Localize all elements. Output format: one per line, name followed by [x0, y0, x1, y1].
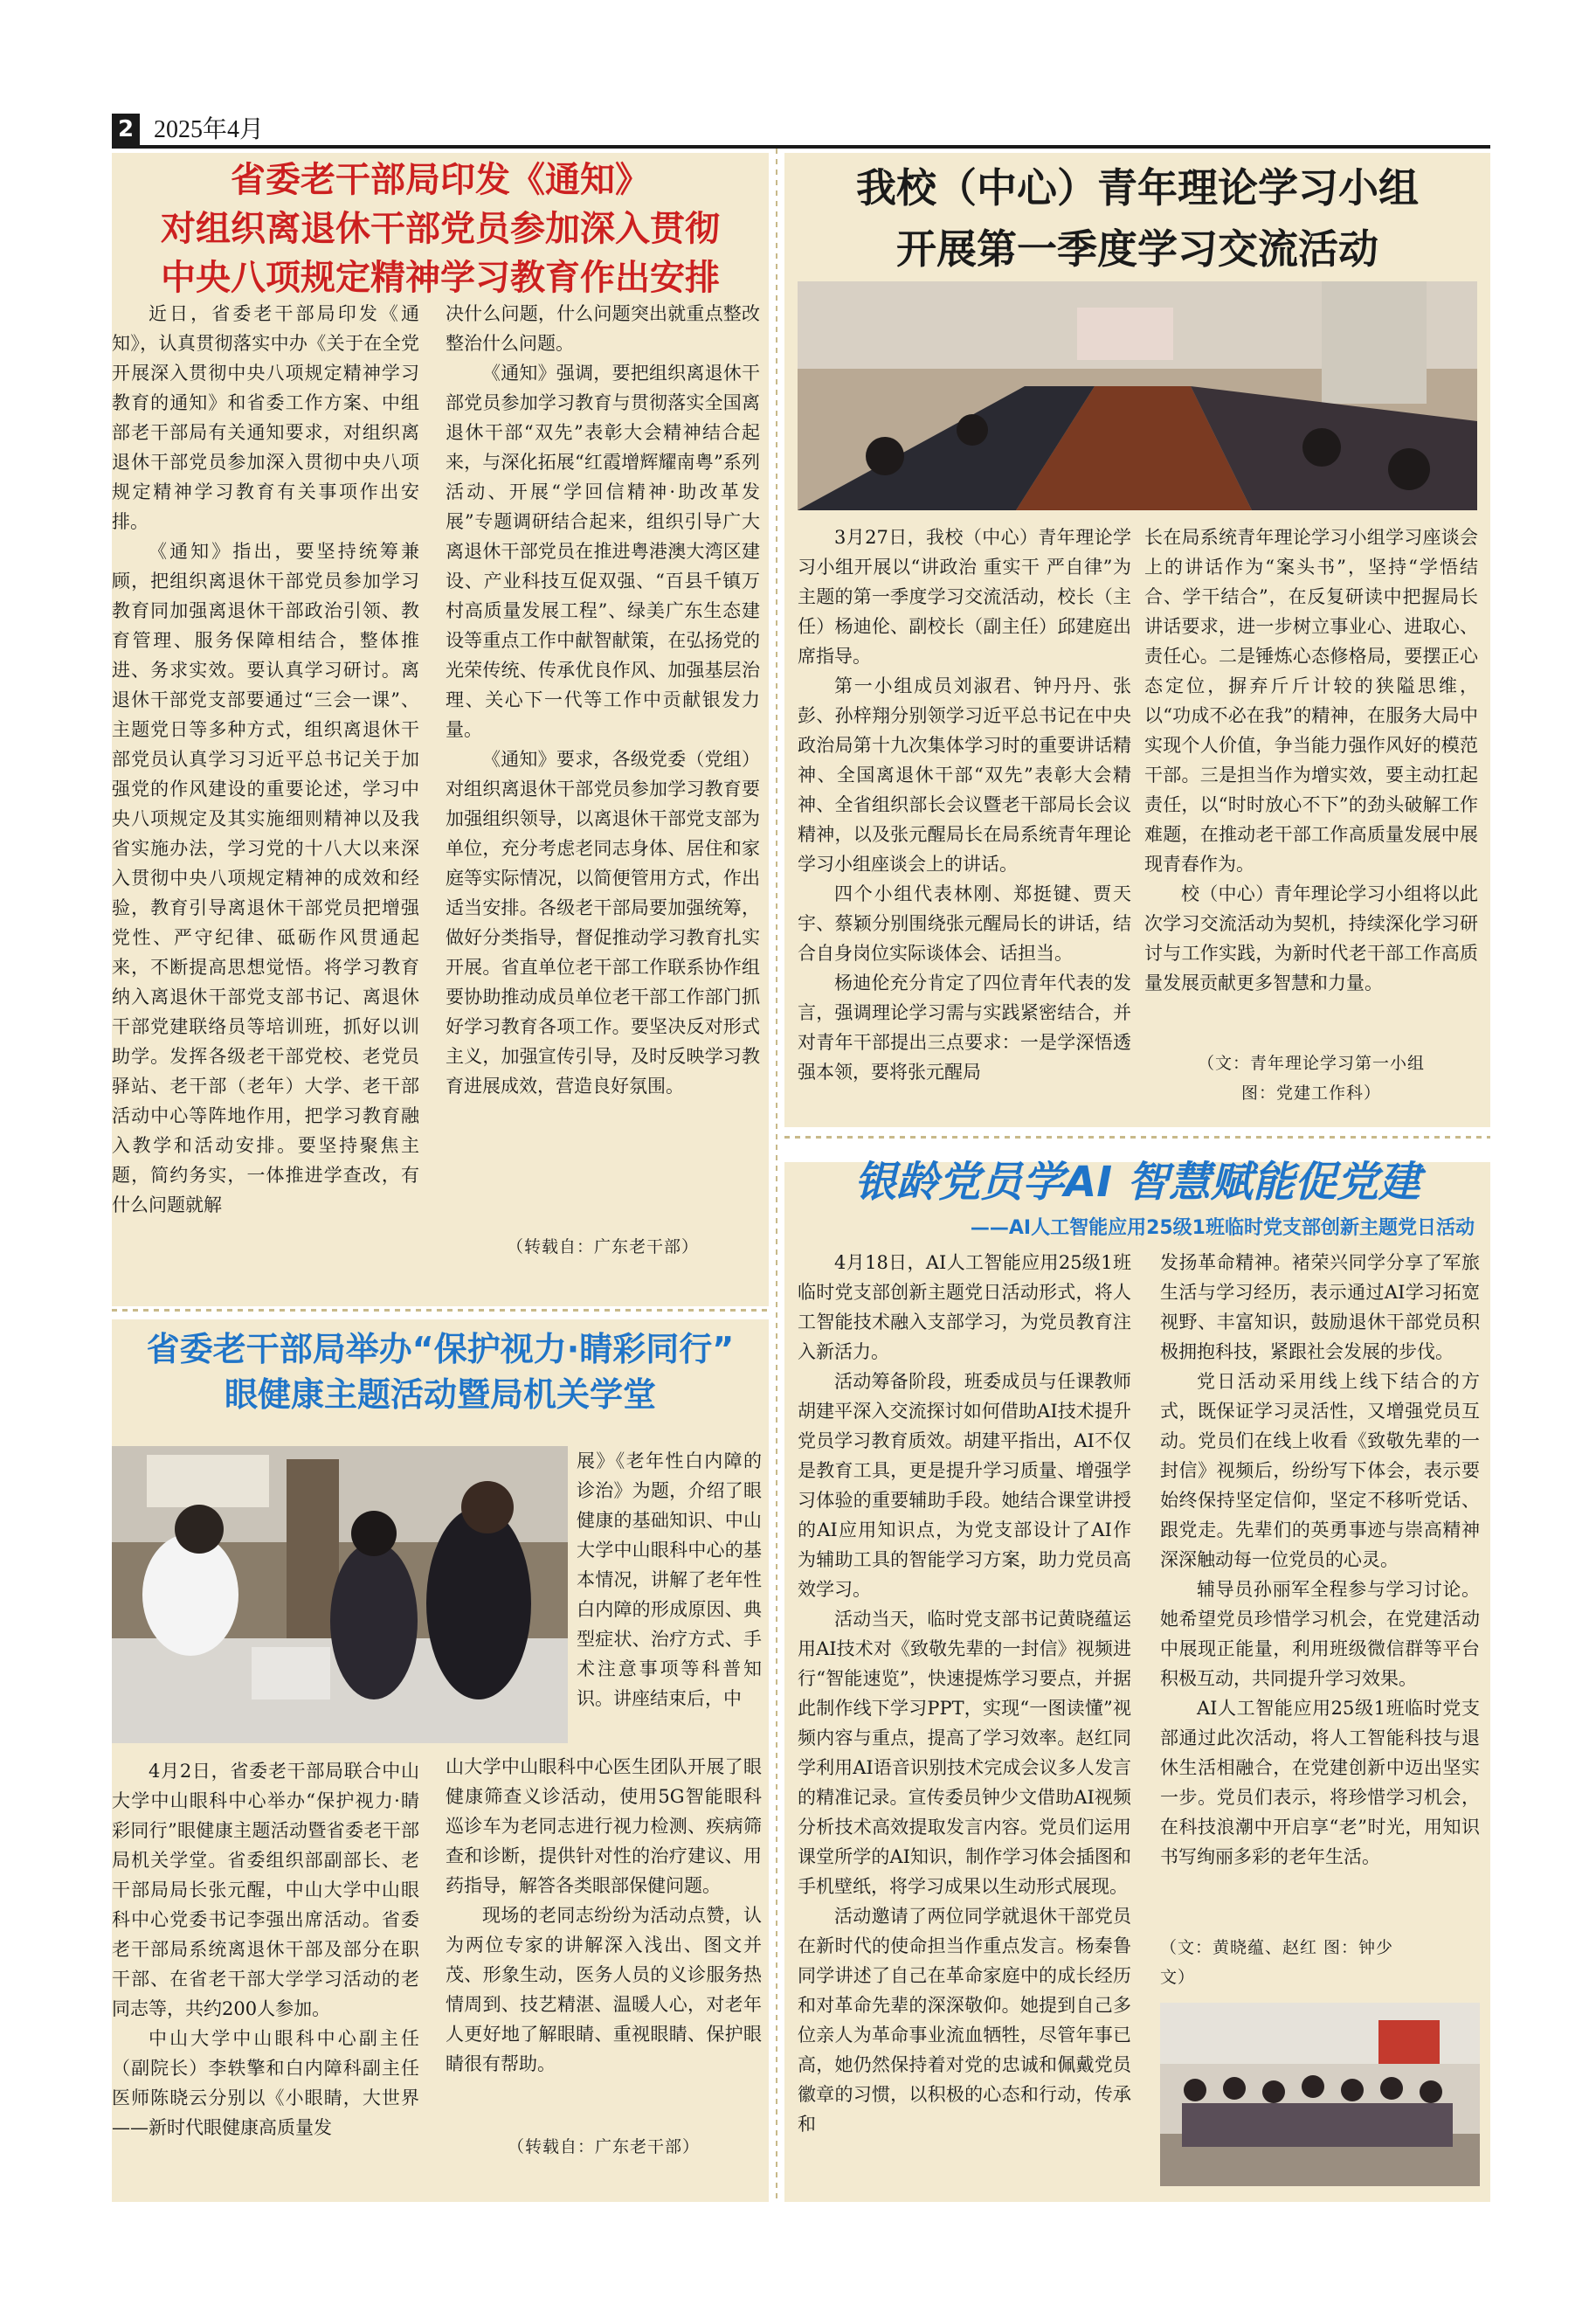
- article1-paragraph: 决什么问题，什么问题突出就重点整改整治什么问题。: [446, 303, 760, 354]
- column-separator: [776, 149, 777, 2202]
- article1-paragraph: 《通知》强调，要把组织离退休干部党员参加学习教育与贯彻落实全国离退休干部“双先”表彰大会精神结合起来，与深化拓展“红霞增辉耀南粤”系列活动、开展“学回信精神·助改革发展”专题调研结合起来，组织引导广大离退休干部党员在推进粤港澳大湾区建设、产业科技互促双强、“百县千镇万村高质量发展工程”、绿美广东生态建设等重点工作中献智献策，在弘扬党的光荣传统、传承优良作风、加强基层治理、关心下一代等工作中贡献银发力量。: [446, 363, 760, 740]
- article3-title-line1: 省委老干部局举办“保护视力·睛彩同行”: [146, 1330, 735, 1368]
- article2-col1: [798, 523, 1131, 1117]
- article4-paragraph: 党日活动采用线上线下结合的方式，既保证学习灵活性，又增强党员互动。党员们在线上收看《致敬先辈的一封信》视频后，纷纷写下体会，表示要始终保持坚定信仰，坚定不移听党话、跟党走。先辈们的英勇事迹与崇高精神深深触动每一位党员的心灵。: [1160, 1371, 1480, 1570]
- article4-paragraph: 活动邀请了两位同学就退休干部党员在新时代的使命担当作重点发言。杨秦鲁同学讲述了自己在革命家庭中的成长经历和对革命先辈的深深敬仰。她提到自己多位亲人为革命事业流血牺牲，尽管年事已高，她仍然保持着对党的忠诚和佩戴党员徽章的习惯，以积极的心态和行动，传承和: [798, 1906, 1131, 2135]
- article4-paragraph: 发扬革命精神。褚荣兴同学分享了军旅生活与学习经历，表示通过AI学习拓宽视野、丰富知识，鼓励退休干部党员积极拥抱科技，紧跟社会发展的步伐。: [1160, 1252, 1480, 1362]
- eye-health-photo: [112, 1446, 568, 1743]
- header-rule: [112, 145, 1490, 149]
- article4-col1: [798, 1248, 1131, 2191]
- article2-col2: [1144, 523, 1478, 1047]
- article2-title: [784, 157, 1490, 280]
- article2-paragraph: 校（中心）青年理论学习小组将以此次学习交流活动为契机，持续深化学习研讨与工作实践，为新时代老干部工作高质量发展贡献更多智慧和力量。: [1144, 883, 1478, 993]
- article2-paragraph: 第一小组成员刘淑君、钟丹丹、张彭、孙梓翔分别领学习近平总书记在中央政治局第十九次集体学习时的重要讲话精神、全国离退休干部“双先”表彰大会精神、全省组织部长会议暨老干部局长会议精神，以及张元醒局长在局系统青年理论学习小组座谈会上的讲话。: [798, 675, 1131, 875]
- article2-source-line2: 图：党建工作科）: [1240, 1083, 1381, 1103]
- article2-title-line2: 开展第一季度学习交流活动: [896, 225, 1378, 273]
- article4-paragraph: 辅导员孙丽军全程参与学习讨论。她希望党员珍惜学习机会，在党建活动中展现正能量，利用班级微信群等平台积极互动，共同提升学习效果。: [1160, 1579, 1480, 1689]
- article4-paragraph: 4月18日，AI人工智能应用25级1班临时党支部创新主题党日活动形式，将人工智能技术融入支部学习，为党员教育注入新活力。: [798, 1252, 1131, 1362]
- article4-col2: [1160, 1248, 1480, 1929]
- article1-title-line2: 对组织离退休干部党员参加深入贯彻: [161, 209, 720, 249]
- article3-title-line2: 眼健康主题活动暨局机关学堂: [224, 1375, 656, 1414]
- article1-title: [114, 156, 767, 302]
- article2-source-line1: （文：青年理论学习第一小组: [1197, 1054, 1425, 1073]
- article1-paragraph: 近日，省委老干部局印发《通知》，认真贯彻落实中办《关于在全党开展深入贯彻中央八项规定精神学习教育的通知》和省委工作方案、中组部老干部局有关通知要求，对组织离退休干部党员参加深入贯彻中央八项规定精神学习教育有关事项作出安排。: [112, 303, 419, 532]
- article4-subtitle: ——AI人工智能应用25级1班临时党支部创新主题党日活动: [970, 1217, 1475, 1239]
- article2-paragraph: 长在局系统青年理论学习小组学习座谈会上的讲话作为“案头书”，坚持“学悟结合、学干结合”，在反复研读中把握局长讲话要求，进一步树立事业心、进取心、责任心。二是锤炼心态修格局，要摆正心态定位，摒弃斤斤计较的狭隘思维，以“功成不必在我”的精神，在服务大局中实现个人价值，争当能力强作风好的模范干部。三是担当作为增实效，要主动扛起责任，以“时时放心不下”的劲头破解工作难题，在推动老干部工作高质量发展中展现青春作为。: [1144, 527, 1478, 875]
- article3-paragraph: 中山大学中山眼科中心副主任（副院长）李轶擎和白内障科副主任医师陈晓云分别以《小眼睛，大世界——新时代眼健康高质量发: [112, 2028, 419, 2138]
- article3-paragraph: 展》《老年性白内障的诊治》为题，介绍了眼健康的基础知识、中山大学中山眼科中心的基本情况，讲解了老年性白内障的形成原因、典型症状、治疗方式、手术注意事项等科普知识。讲座结束后，中: [577, 1450, 762, 1709]
- article1-col1: [112, 299, 419, 1293]
- article1-paragraph: 《通知》要求，各级党委（党组）对组织离退休干部党员参加学习教育要加强组织领导，以离退休干部党支部为单位，充分考虑老同志身体、居住和家庭等实际情况，以简便管用方式，作出适当安排。各级老干部局要加强统筹，做好分类指导，督促推动学习教育扎实开展。省直单位老干部工作联系协作组要协助推动成员单位老干部工作部门抓好学习教育各项工作。要坚决反对形式主义，加强宣传引导，及时反映学习教育进展成效，营造良好氛围。: [446, 749, 760, 1097]
- article4-paragraph: AI人工智能应用25级1班临时党支部通过此次活动，将人工智能科技与退休生活相融合，在党建创新中迈出坚实一步。党员们表示，将珍惜学习机会，在科技浪潮中开启享“老”时光，用知识书写绚丽多彩的老年生活。: [1160, 1698, 1480, 1867]
- article2-paragraph: 3月27日，我校（中心）青年理论学习小组开展以“讲政治 重实干 严自律”为主题的第一季度学习交流活动，校长（主任）杨迪伦、副校长（副主任）邱建庭出席指导。: [798, 527, 1131, 667]
- article3-paragraph: 现场的老同志纷纷为活动点赞，认为两位专家的讲解深入浅出、图文并茂、形象生动，医务人员的义诊服务热情周到、技艺精湛、温暖人心，对老年人更好地了解眼睛、重视眼睛、保护眼睛很有帮助。: [446, 1905, 762, 2074]
- article1-paragraph: 《通知》指出，要坚持统筹兼顾，把组织离退休干部党员参加学习教育同加强离退休干部政治引领、教育管理、服务保障相结合，整体推进、务求实效。要认真学习研讨。离退休干部党支部要通过“三会一课”、主题党日等多种方式，组织离退休干部党员认真学习习近平总书记关于加强党的作风建设的重要论述，学习中央八项规定及其实施细则精神以及我省实施办法，学习党的十八大以来深入贯彻中央八项规定精神的成效和经验，教育引导离退休干部党员把增强党性、严守纪律、砥砺作风贯通起来，不断提高思想觉悟。将学习教育纳入离退休干部党支部书记、离退休干部党建联络员等培训班，抓好以训助学。发挥各级老干部党校、老党员驿站、老干部（老年）大学、老干部活动中心等阵地作用，把学习教育融入教学和活动安排。要坚持聚焦主题，简约务实，一体推进学查改，有什么问题就解: [112, 541, 419, 1215]
- issue-date: 2025年4月: [154, 116, 265, 143]
- article3-paragraph: 4月2日，省委老干部局联合中山大学中山眼科中心举办“保护视力·睛彩同行”眼健康主题活动暨省委老干部局机关学堂。省委组织部副部长、老干部局局长张元醒，中山大学中山眼科中心党委书记李强出席活动。省委老干部局系统离退休干部及部分在职干部、在省老干部大学学习活动的老同志等，共约200人参加。: [112, 1761, 419, 2019]
- article1-title-line3: 中央八项规定精神学习教育作出安排: [161, 258, 720, 298]
- article3-col2: [446, 1752, 762, 2128]
- article1-col2: [446, 299, 760, 1216]
- article3-col1: [112, 1756, 419, 2176]
- meeting-photo: [798, 281, 1477, 510]
- article2-paragraph: 四个小组代表林刚、郑挺键、贾天宇、蔡颖分别围绕张元醒局长的讲话，结合自身岗位实际谈体会、话担当。: [798, 883, 1131, 964]
- article2-source: [1144, 1049, 1478, 1108]
- article3-source: （转载自：广东老干部）: [507, 2137, 700, 2156]
- group-photo: [1160, 2003, 1480, 2186]
- article3-title: [112, 1326, 769, 1417]
- article1-source: （转载自：广东老干部）: [506, 1237, 699, 1256]
- article4-source: [1160, 1933, 1480, 1992]
- article4-paragraph: 活动当天，临时党支部书记黄晓蕴运用AI技术对《致敬先辈的一封信》视频进行“智能速览”，快速提炼学习要点，并据此制作线下学习PPT，实现“一图读懂”视频内容与重点，提高了学习效率。赵红同学利用AI语音识别技术完成会议多人发言的精准记录。宣传委员钟少文借助AI视频分析技术高效提取发言内容。党员们运用课堂所学的AI知识，制作学习体会插图和手机壁纸，将学习成果以生动形式展现。: [798, 1609, 1131, 1897]
- section-separator: [112, 1309, 769, 1312]
- section-separator: [784, 1136, 1490, 1139]
- article4-title: 银龄党员学AI 智慧赋能促党建: [854, 1158, 1420, 1207]
- article3-beside-photo: [577, 1446, 762, 1748]
- article2-title-line1: 我校（中心）青年理论学习小组: [856, 164, 1419, 211]
- article4-source-line1: （文：黄晓蕴、赵红 图：钟少: [1160, 1938, 1394, 1957]
- article2-paragraph: 杨迪伦充分肯定了四位青年代表的发言，强调理论学习需与实践紧密结合，并对青年干部提出三点要求：一是学深悟透强本领，要将张元醒局: [798, 973, 1131, 1083]
- article4-source-line2: 文）: [1160, 1968, 1196, 1987]
- article3-paragraph: 山大学中山眼科中心医生团队开展了眼健康筛查义诊活动，使用5G智能眼科巡诊车为老同志进行视力检测、疾病筛查和诊断，提供针对性的治疗建议、用药指导，解答各类眼部保健问题。: [446, 1756, 762, 1896]
- article1-title-line1: 省委老干部局印发《通知》: [231, 160, 650, 200]
- page-number: 2: [112, 114, 140, 145]
- article4-paragraph: 活动筹备阶段，班委成员与任课教师胡建平深入交流探讨如何借助AI技术提升党员学习教育质效。胡建平指出，AI不仅是教育工具，更是提升学习质量、增强学习体验的重要辅助手段。她结合课堂讲授的AI应用知识点，为党支部设计了AI作为辅助工具的智能学习方案，助力党员高效学习。: [798, 1371, 1131, 1600]
